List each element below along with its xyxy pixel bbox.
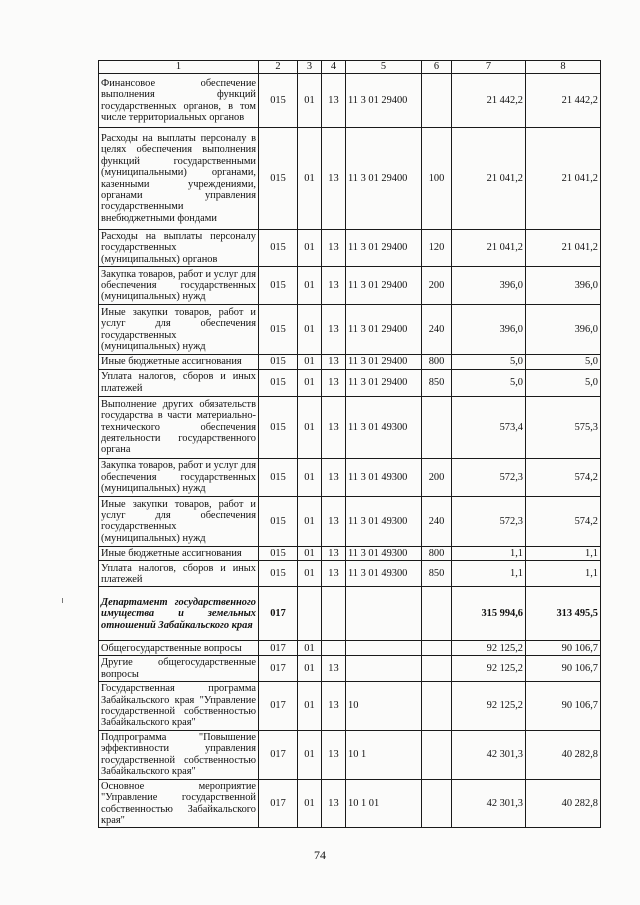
row-col-8: 40 282,8 xyxy=(526,730,601,779)
row-col-8: 90 106,7 xyxy=(526,656,601,682)
row-col-7: 42 301,3 xyxy=(452,730,526,779)
row-col-7: 315 994,6 xyxy=(452,587,526,641)
row-col-5: 11 3 01 29400 xyxy=(346,355,422,370)
row-name: Уплата налогов, сборов и иных платежей xyxy=(99,561,259,587)
row-col-8: 90 106,7 xyxy=(526,682,601,731)
table-row xyxy=(99,230,601,267)
row-col-5: 11 3 01 49300 xyxy=(346,561,422,587)
header-col-8: 8 xyxy=(526,61,601,74)
table-row xyxy=(99,396,601,458)
row-col-5 xyxy=(346,587,422,641)
row-col-8: 5,0 xyxy=(526,369,601,396)
row-col-3: 01 xyxy=(298,656,322,682)
row-col-7: 21 041,2 xyxy=(452,128,526,230)
row-col-8: 575,3 xyxy=(526,396,601,458)
row-col-3: 01 xyxy=(298,267,322,305)
row-name: Расходы на выплаты персоналу государственных (муниципальных) органов xyxy=(99,230,259,267)
row-col-4: 13 xyxy=(322,496,346,546)
row-col-8: 313 495,5 xyxy=(526,587,601,641)
row-col-7: 1,1 xyxy=(452,561,526,587)
row-col-5 xyxy=(346,641,422,656)
row-col-2: 015 xyxy=(259,128,298,230)
row-col-6: 240 xyxy=(422,496,452,546)
row-col-3: 01 xyxy=(298,230,322,267)
row-col-6: 240 xyxy=(422,305,452,355)
row-col-7: 572,3 xyxy=(452,458,526,496)
row-col-3: 01 xyxy=(298,128,322,230)
row-col-5: 11 3 01 29400 xyxy=(346,74,422,128)
row-col-2: 015 xyxy=(259,496,298,546)
header-col-7: 7 xyxy=(452,61,526,74)
row-col-6 xyxy=(422,730,452,779)
row-name: Государственная программа Забайкальского края "Управление государственной собственностью Забайкальского края" xyxy=(99,682,259,731)
header-col-4: 4 xyxy=(322,61,346,74)
row-col-8: 90 106,7 xyxy=(526,641,601,656)
row-col-2: 015 xyxy=(259,74,298,128)
row-col-6 xyxy=(422,396,452,458)
header-col-5: 5 xyxy=(346,61,422,74)
row-col-7: 92 125,2 xyxy=(452,682,526,731)
row-col-7: 396,0 xyxy=(452,267,526,305)
row-name: Уплата налогов, сборов и иных платежей xyxy=(99,369,259,396)
row-col-6: 850 xyxy=(422,369,452,396)
header-col-1: 1 xyxy=(99,61,259,74)
row-col-4: 13 xyxy=(322,730,346,779)
row-name: Иные закупки товаров, работ и услуг для обеспечения государственных (муниципальных) нужд xyxy=(99,305,259,355)
table-row xyxy=(99,546,601,561)
row-col-8: 21 041,2 xyxy=(526,128,601,230)
table-header-row xyxy=(99,61,601,74)
row-col-7: 572,3 xyxy=(452,496,526,546)
row-col-5: 11 3 01 49300 xyxy=(346,546,422,561)
row-col-6: 200 xyxy=(422,458,452,496)
row-col-2: 017 xyxy=(259,587,298,641)
table-row xyxy=(99,779,601,828)
table-row xyxy=(99,458,601,496)
table-row xyxy=(99,128,601,230)
row-col-3: 01 xyxy=(298,396,322,458)
row-col-5: 11 3 01 29400 xyxy=(346,128,422,230)
row-col-5: 11 3 01 49300 xyxy=(346,396,422,458)
row-col-3: 01 xyxy=(298,682,322,731)
row-col-6 xyxy=(422,587,452,641)
row-col-6 xyxy=(422,74,452,128)
row-col-4: 13 xyxy=(322,656,346,682)
row-col-3: 01 xyxy=(298,546,322,561)
table-row xyxy=(99,74,601,128)
row-name: Расходы на выплаты персоналу в целях обеспечения выполнения функций государственными (муниципальными) органами, казенными учреждениями, органами управления государственными внебюджетными фондами xyxy=(99,128,259,230)
table-body xyxy=(99,74,601,828)
row-col-6: 200 xyxy=(422,267,452,305)
table-row xyxy=(99,730,601,779)
row-col-3: 01 xyxy=(298,305,322,355)
scan-mark xyxy=(62,598,63,603)
row-col-2: 015 xyxy=(259,458,298,496)
row-col-2: 017 xyxy=(259,656,298,682)
row-col-2: 015 xyxy=(259,396,298,458)
row-col-3: 01 xyxy=(298,74,322,128)
row-col-2: 015 xyxy=(259,369,298,396)
row-col-5: 11 3 01 29400 xyxy=(346,305,422,355)
header-col-6: 6 xyxy=(422,61,452,74)
row-name: Выполнение других обязательств государства в части материально-технического обеспечения деятельности государственного органа xyxy=(99,396,259,458)
row-col-3: 01 xyxy=(298,561,322,587)
row-col-8: 396,0 xyxy=(526,305,601,355)
row-col-6 xyxy=(422,641,452,656)
row-col-2: 017 xyxy=(259,641,298,656)
row-col-7: 92 125,2 xyxy=(452,656,526,682)
row-col-8: 574,2 xyxy=(526,458,601,496)
row-name: Другие общегосударственные вопросы xyxy=(99,656,259,682)
row-name: Департамент государственного имущества и земельных отношений Забайкальского края xyxy=(99,587,259,641)
row-col-6 xyxy=(422,656,452,682)
row-col-5: 11 3 01 49300 xyxy=(346,496,422,546)
row-col-5: 11 3 01 29400 xyxy=(346,267,422,305)
row-col-3: 01 xyxy=(298,496,322,546)
table-row xyxy=(99,305,601,355)
row-col-4: 13 xyxy=(322,396,346,458)
table-row xyxy=(99,355,601,370)
row-col-5: 10 1 01 xyxy=(346,779,422,828)
row-col-4: 13 xyxy=(322,779,346,828)
table-row xyxy=(99,369,601,396)
row-col-8: 21 041,2 xyxy=(526,230,601,267)
row-col-4: 13 xyxy=(322,561,346,587)
table-row xyxy=(99,587,601,641)
row-col-4: 13 xyxy=(322,458,346,496)
row-col-2: 017 xyxy=(259,730,298,779)
row-col-7: 1,1 xyxy=(452,546,526,561)
row-col-4: 13 xyxy=(322,305,346,355)
header-col-3: 3 xyxy=(298,61,322,74)
table-row xyxy=(99,561,601,587)
row-col-4 xyxy=(322,587,346,641)
row-col-3: 01 xyxy=(298,369,322,396)
row-col-7: 5,0 xyxy=(452,369,526,396)
row-col-8: 40 282,8 xyxy=(526,779,601,828)
row-col-8: 21 442,2 xyxy=(526,74,601,128)
row-col-7: 21 041,2 xyxy=(452,230,526,267)
row-col-4: 13 xyxy=(322,369,346,396)
row-name: Иные бюджетные ассигнования xyxy=(99,355,259,370)
row-col-7: 92 125,2 xyxy=(452,641,526,656)
row-col-4: 13 xyxy=(322,355,346,370)
table-row xyxy=(99,496,601,546)
row-col-6: 120 xyxy=(422,230,452,267)
row-col-2: 017 xyxy=(259,682,298,731)
row-col-5: 11 3 01 29400 xyxy=(346,369,422,396)
row-col-4: 13 xyxy=(322,74,346,128)
row-name: Закупка товаров, работ и услуг для обеспечения государственных (муниципальных) нужд xyxy=(99,267,259,305)
row-col-3: 01 xyxy=(298,355,322,370)
row-name: Иные бюджетные ассигнования xyxy=(99,546,259,561)
row-col-8: 1,1 xyxy=(526,561,601,587)
row-col-7: 21 442,2 xyxy=(452,74,526,128)
row-col-5 xyxy=(346,656,422,682)
row-name: Подпрограмма "Повышение эффективности управления государственной собственностью Забайкальского края" xyxy=(99,730,259,779)
row-col-5: 10 1 xyxy=(346,730,422,779)
row-col-7: 5,0 xyxy=(452,355,526,370)
row-col-4: 13 xyxy=(322,128,346,230)
row-col-4 xyxy=(322,641,346,656)
row-col-5: 11 3 01 29400 xyxy=(346,230,422,267)
row-col-6 xyxy=(422,779,452,828)
table-row xyxy=(99,267,601,305)
row-col-2: 015 xyxy=(259,230,298,267)
row-col-3: 01 xyxy=(298,779,322,828)
row-col-3: 01 xyxy=(298,641,322,656)
row-col-3: 01 xyxy=(298,458,322,496)
row-col-6: 800 xyxy=(422,355,452,370)
row-col-8: 574,2 xyxy=(526,496,601,546)
page-number: 74 xyxy=(314,848,326,862)
row-col-7: 573,4 xyxy=(452,396,526,458)
row-col-4: 13 xyxy=(322,230,346,267)
row-col-2: 015 xyxy=(259,546,298,561)
row-col-6: 850 xyxy=(422,561,452,587)
row-col-2: 015 xyxy=(259,355,298,370)
row-col-4: 13 xyxy=(322,682,346,731)
row-col-4: 13 xyxy=(322,546,346,561)
row-name: Финансовое обеспечение выполнения функций государственных органов, в том числе территориальных органов xyxy=(99,74,259,128)
row-col-3: 01 xyxy=(298,730,322,779)
row-name: Основное мероприятие "Управление государственной собственностью Забайкальского края" xyxy=(99,779,259,828)
row-col-7: 396,0 xyxy=(452,305,526,355)
row-name: Иные закупки товаров, работ и услуг для обеспечения государственных (муниципальных) нужд xyxy=(99,496,259,546)
row-col-5: 10 xyxy=(346,682,422,731)
row-col-6 xyxy=(422,682,452,731)
row-name: Общегосударственные вопросы xyxy=(99,641,259,656)
row-col-8: 5,0 xyxy=(526,355,601,370)
table-row xyxy=(99,656,601,682)
row-col-3 xyxy=(298,587,322,641)
row-col-5: 11 3 01 49300 xyxy=(346,458,422,496)
row-col-2: 015 xyxy=(259,305,298,355)
row-col-7: 42 301,3 xyxy=(452,779,526,828)
row-col-8: 1,1 xyxy=(526,546,601,561)
row-col-8: 396,0 xyxy=(526,267,601,305)
row-name: Закупка товаров, работ и услуг для обеспечения государственных (муниципальных) нужд xyxy=(99,458,259,496)
row-col-2: 017 xyxy=(259,779,298,828)
header-col-2: 2 xyxy=(259,61,298,74)
row-col-6: 800 xyxy=(422,546,452,561)
row-col-2: 015 xyxy=(259,267,298,305)
budget-table xyxy=(98,60,601,828)
row-col-2: 015 xyxy=(259,561,298,587)
table-row xyxy=(99,682,601,731)
row-col-4: 13 xyxy=(322,267,346,305)
table-row xyxy=(99,641,601,656)
row-col-6: 100 xyxy=(422,128,452,230)
